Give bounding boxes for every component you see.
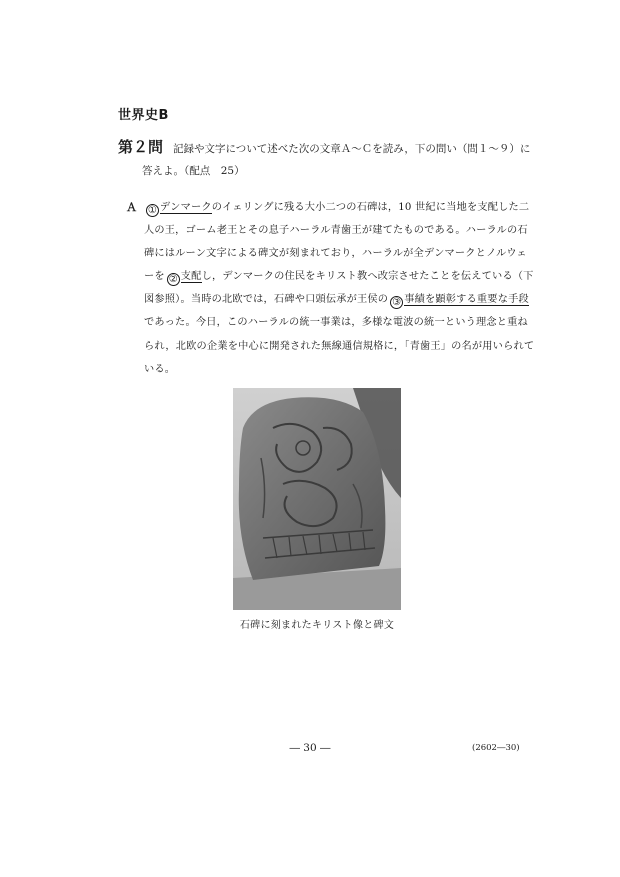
section-label: Ａ (126, 201, 137, 214)
text-run: のイェリングに残る大小二つの石碑は，10 世紀に当地を支配した二人の王，ゴーム老王とその息子ハーラル青歯王が建てたものである。ハーラルの石碑にはルーン文字による碑文が刻まれており，ハーラルが全デンマークとノルウェーを (144, 202, 530, 283)
text-run: であった。今日，このハーラルの統一事業は，多様な電波の統一という理念と重ねられ，北欧の企業を中心に開発された無線通信規格に，「青歯王」の名が用いられている。 (144, 317, 535, 375)
question-number: 第２問 (118, 138, 164, 156)
page-code: (2602―30) (472, 743, 520, 753)
marker-3: ③ (392, 297, 402, 309)
page-number: ― 30 ― (289, 742, 331, 754)
question-instruction-cont: 答えよ。（配点 25） (142, 165, 245, 177)
underlined-term-3: 事績を顕彰する重要な手段 (404, 294, 529, 306)
marker-2: ② (168, 274, 178, 286)
question-header (118, 136, 538, 182)
marker-1: ① (147, 205, 158, 216)
underlined-term-1: デンマーク (160, 202, 212, 213)
question-instruction: 記録や文字について述べた次の文章Ａ～Ｃを読み，下の問い（問１～９）に (173, 143, 531, 155)
section-a-paragraph (144, 196, 536, 381)
underlined-term-2: 支配 (180, 271, 202, 283)
figure-caption: 石碑に刻まれたキリスト像と碑文 (239, 620, 395, 631)
subject-title: 世界史B (118, 108, 169, 123)
text-run: し，デンマークの住民をキリスト教へ改宗させたことを伝えている（下図参照）。当時の北欧では，石碑や口頭伝承が王侯の (144, 271, 534, 306)
runestone-photo (233, 388, 401, 610)
